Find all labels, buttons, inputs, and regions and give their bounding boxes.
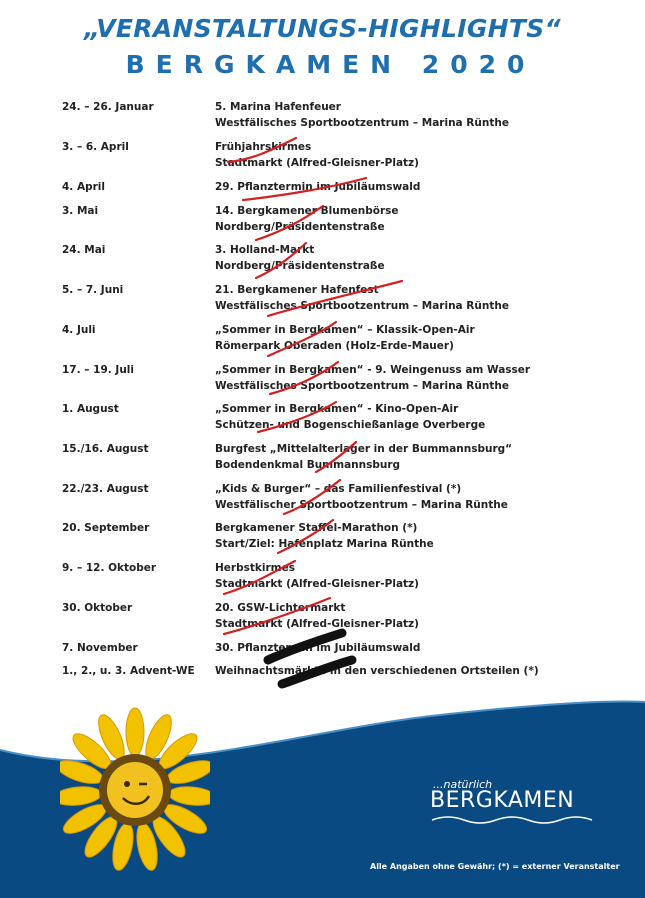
event-location: Römerpark Oberaden (Holz-Erde-Mauer) bbox=[215, 340, 454, 352]
title-line-1: „VERANSTALTUNGS-HIGHLIGHTS“ bbox=[84, 14, 561, 43]
event-title: Frühjahrskirmes bbox=[215, 141, 312, 153]
logo-name: BERGKAMEN bbox=[430, 788, 575, 813]
event-title: Weihnachtsmärkte in den verschiedenen Ortsteilen (*) bbox=[215, 665, 539, 677]
event-title: „Kids & Burger“ – das Familienfestival (*) bbox=[215, 483, 462, 495]
event-date: 4. Juli bbox=[62, 324, 96, 336]
event-title: 3. Holland-Markt bbox=[215, 244, 315, 256]
event-location: Stadtmarkt (Alfred-Gleisner-Platz) bbox=[215, 618, 419, 630]
event-date: 22./23. August bbox=[62, 483, 149, 495]
event-title: 20. GSW-Lichtermarkt bbox=[215, 602, 346, 614]
logo-tagline: ...natürlich bbox=[433, 778, 493, 791]
event-location: Bodendenkmal Bummannsburg bbox=[215, 459, 401, 471]
event-date: 20. September bbox=[62, 522, 150, 534]
event-date: 3. Mai bbox=[62, 205, 99, 217]
title-line-2: BERGKAMEN 2020 bbox=[125, 50, 536, 79]
event-date: 1., 2., u. 3. Advent-WE bbox=[62, 665, 195, 677]
event-date: 30. Oktober bbox=[62, 602, 133, 614]
event-title: 30. Pflanztermin im Jubiläumswald bbox=[215, 642, 421, 654]
event-date: 24. Mai bbox=[62, 244, 106, 256]
event-location: Westfälisches Sportbootzentrum – Marina Rünthe bbox=[215, 380, 509, 392]
event-title: Burgfest „Mittelalterlager in der Bummannsburg“ bbox=[215, 443, 513, 455]
event-date: 15./16. August bbox=[62, 443, 149, 455]
event-date: 4. April bbox=[62, 181, 105, 193]
event-title: „Sommer in Bergkamen“ - Kino-Open-Air bbox=[215, 403, 459, 415]
event-date: 24. – 26. Januar bbox=[62, 101, 154, 113]
event-location: Westfälisches Sportbootzentrum – Marina Rünthe bbox=[215, 117, 509, 129]
event-location: Nordberg/Präsidentenstraße bbox=[215, 221, 385, 233]
event-title: 21. Bergkamener Hafenfest bbox=[215, 284, 379, 296]
event-title: „Sommer in Bergkamen“ – Klassik-Open-Air bbox=[215, 324, 475, 336]
event-location: Stadtmarkt (Alfred-Gleisner-Platz) bbox=[215, 578, 419, 590]
event-date: 3. – 6. April bbox=[62, 141, 129, 153]
event-title: „Sommer in Bergkamen“ - 9. Weingenuss am Wasser bbox=[215, 364, 531, 376]
event-date: 5. – 7. Juni bbox=[62, 284, 124, 296]
event-location: Stadtmarkt (Alfred-Gleisner-Platz) bbox=[215, 157, 419, 169]
event-title: 29. Pflanztermin im Jubiläumswald bbox=[215, 181, 421, 193]
bergkamen-logo bbox=[428, 778, 608, 828]
event-location: Nordberg/Präsidentenstraße bbox=[215, 260, 385, 272]
event-date: 7. November bbox=[62, 642, 138, 654]
sunflower-icon bbox=[60, 705, 210, 885]
event-title: 14. Bergkamener Blumenbörse bbox=[215, 205, 399, 217]
event-title: Bergkamener Staffel-Marathon (*) bbox=[215, 522, 418, 534]
event-date: 17. – 19. Juli bbox=[62, 364, 134, 376]
event-date: 9. – 12. Oktober bbox=[62, 562, 157, 574]
logo-wave-icon bbox=[428, 814, 608, 826]
footer-disclaimer: Alle Angaben ohne Gewähr; (*) = externer Veranstalter bbox=[370, 862, 620, 871]
event-location: Start/Ziel: Hafenplatz Marina Rünthe bbox=[215, 538, 434, 550]
event-title: 5. Marina Hafenfeuer bbox=[215, 101, 341, 113]
event-location: Schützen- und Bogenschießanlage Overberge bbox=[215, 419, 486, 431]
event-title: Herbstkirmes bbox=[215, 562, 295, 574]
event-date: 1. August bbox=[62, 403, 119, 415]
event-location: Westfälisches Sportbootzentrum – Marina Rünthe bbox=[215, 300, 509, 312]
event-location: Westfälischer Sportbootzentrum – Marina Rünthe bbox=[215, 499, 508, 511]
